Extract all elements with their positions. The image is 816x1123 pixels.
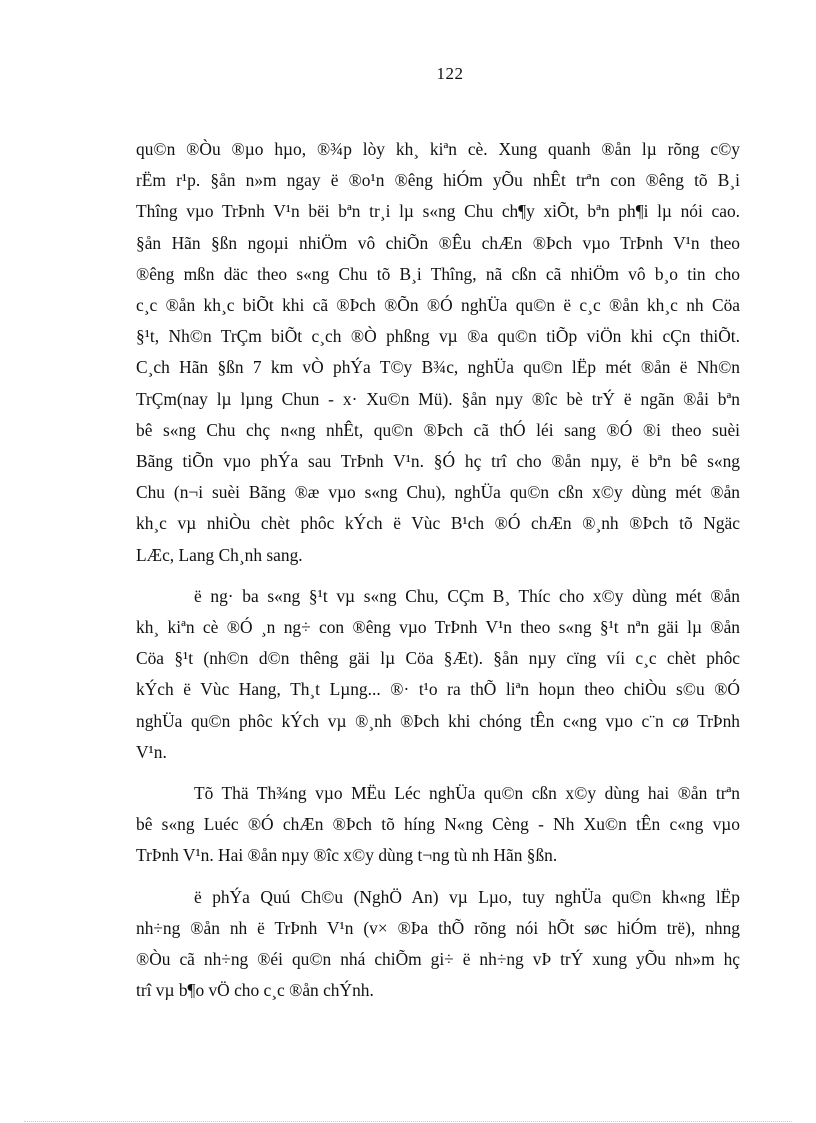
bottom-divider	[24, 1121, 792, 1122]
paragraph	[136, 134, 740, 571]
text-line: §ån Hãn §ßn ngoµi nhiÖm vô chiÕn ®Êu chÆn ®Þch vµo TrÞnh V¹n theo	[136, 232, 740, 253]
paragraph	[136, 778, 740, 872]
text-line: bê s«ng Luéc ®Ó chÆn ®Þch tõ híng N«ng Cèng - Nh Xu©n tÊn c«ng vµo	[136, 814, 740, 835]
text-line: ë ng· ba s«ng §¹t vµ s«ng Chu, CÇm B¸ Thíc cho x©y dùng mét ®ån	[194, 585, 740, 606]
text-line: bê s«ng Chu chç n«ng nhÊt, qu©n ®Þch cã thÓ léi sang ®Ó ®i theo suèi	[136, 419, 740, 440]
text-line: qu©n ®Òu ®µo hµo, ®¾p lòy kh¸ kiªn cè. Xung quanh ®ån lµ rõng c©y	[136, 139, 740, 159]
text-line: kh¸c vµ nhiÒu chèt phôc kÝch ë Vùc B¹ch ®Ó chÆn ®¸nh ®Þch tõ Ngäc	[136, 513, 740, 534]
text-line: Cöa §¹t (nh©n d©n thêng gäi lµ Cöa §Æt). §ån nµy cïng víi c¸c chèt phôc	[136, 648, 740, 669]
text-line: c¸c ®ån kh¸c biÕt khi cã ®Þch ®Õn ®Ó nghÜa qu©n ë c¸c ®ån kh¸c nh Cöa	[136, 295, 740, 316]
text-line: nh÷ng ®ån nh ë TrÞnh V¹n (v× ®Þa thÕ rõng nói hÕt søc hiÓm trë), nhng	[136, 917, 740, 938]
text-line: LÆc, Lang Ch¸nh sang.	[136, 544, 303, 565]
text-line: V¹n.	[136, 741, 167, 762]
text-line: nghÜa qu©n phôc kÝch vµ ®¸nh ®Þch khi chóng tÊn c«ng vµo c¨n cø TrÞnh	[136, 710, 740, 731]
text-line: Chu (n¬i suèi Bãng ®æ vµo s«ng Chu), nghÜa qu©n cßn x©y dùng mét ®ån	[136, 482, 740, 503]
text-line: C¸ch Hãn §ßn 7 km vÒ phÝa T©y B¾c, nghÜa qu©n lËp mét ®ån ë Nh©n	[136, 357, 740, 378]
text-line: ®êng mßn däc theo s«ng Chu tõ B¸i Thîng, nã cßn cã nhiÖm vô b¸o tin cho	[136, 263, 740, 284]
paragraph	[136, 581, 740, 768]
text-line: Thîng vµo TrÞnh V¹n bëi bªn tr¸i lµ s«ng Chu ch¶y xiÕt, bªn ph¶i lµ nói cao.	[136, 201, 740, 222]
text-line: kh¸ kiªn cè ®Ó ¸n ng÷ con ®êng vµo TrÞnh V¹n theo s«ng §¹t nªn gäi lµ ®ån	[136, 617, 740, 638]
page-number: 122	[436, 64, 464, 83]
paragraph	[136, 882, 740, 1007]
text-line: trî vµ b¶o vÖ cho c¸c ®ån chÝnh.	[136, 980, 374, 1001]
text-line: ë phÝa Quú Ch©u (NghÖ An) vµ Lµo, tuy nghÜa qu©n kh«ng lËp	[194, 886, 740, 907]
body-text	[136, 134, 740, 1016]
text-line: Tõ Thä Th¾ng vµo MËu Léc nghÜa qu©n cßn x©y dùng hai ®ån trªn	[194, 783, 740, 804]
text-line: TrÞnh V¹n. Hai ®ån nµy ®îc x©y dùng t¬ng tù nh Hãn §ßn.	[136, 845, 558, 866]
text-line: rËm r¹p. §ån n»m ngay ë ®o¹n ®êng hiÓm yÕu nhÊt trªn con ®êng tõ B¸i	[136, 170, 740, 191]
text-line: kÝch ë Vùc Hang, Th¸t Lµng... ®· t¹o ra thÕ liªn hoµn theo chiÒu s©u ®Ó	[136, 679, 740, 700]
text-line: ®Òu cã nh÷ng ®éi qu©n nhá chiÕm gi÷ ë nh÷ng vÞ trÝ xung yÕu nh»m hç	[136, 949, 740, 970]
text-line: §¹t, Nh©n TrÇm biÕt c¸ch ®Ò phßng vµ ®a qu©n tiÕp viÖn khi cÇn thiÕt.	[136, 326, 740, 347]
text-line: Bãng tiÕn vµo phÝa sau TrÞnh V¹n. §Ó hç trî cho ®ån nµy, ë bªn bê s«ng	[136, 451, 740, 472]
text-line: TrÇm(nay lµ lµng Chun - x· Xu©n Mü). §ån nµy ®îc bè trÝ ë ngãn ®åi bªn	[136, 388, 740, 409]
